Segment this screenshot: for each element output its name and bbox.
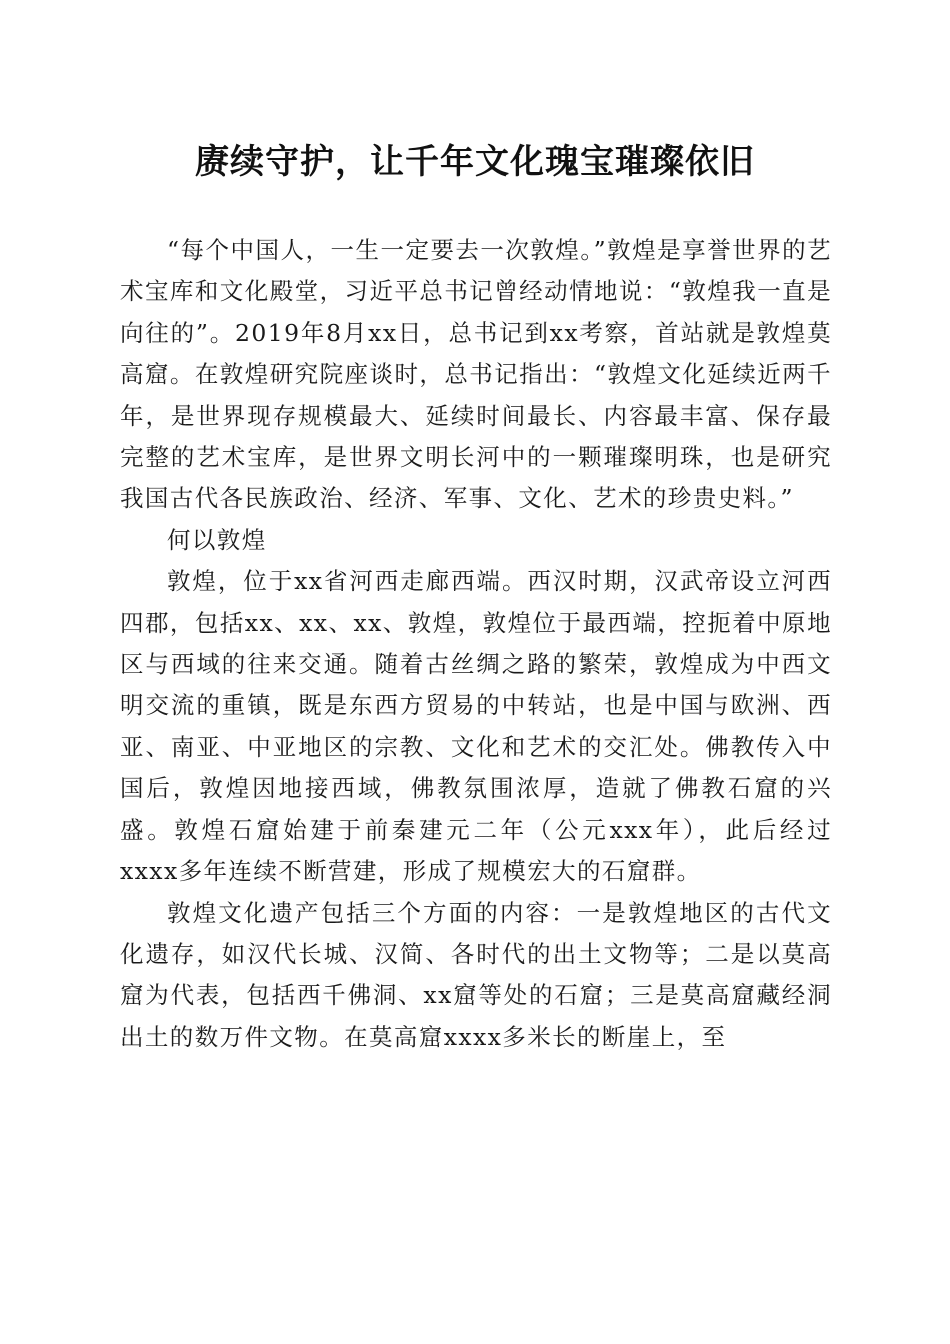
paragraph-intro-quote: “每个中国人，一生一定要去一次敦煌。”敦煌是享誉世界的艺术宝库和文化殿堂，习近平总书记曾经动情地说：“敦煌我一直是向往的”。2019年8月xx日，总书记到xx考察，首站就是敦煌莫高窟。在敦煌研究院座谈时，总书记指出：“敦煌文化延续近两千年，是世界现存规模最大、延续时间最长、内容最丰富、保存最完整的艺术宝库，是世界文明长河中的一颗璀璨明珠，也是研究我国古代各民族政治、经济、军事、文化、艺术的珍贵史料。”: [120, 236, 832, 513]
paragraph-cultural-heritage: 敦煌文化遗产包括三个方面的内容：一是敦煌地区的古代文化遗存，如汉代长城、汉简、各时代的出土文物等；二是以莫高窟为代表，包括西千佛洞、xx窟等处的石窟；三是莫高窟藏经洞出土的数万件文物。在莫高窟xxxx多米长的断崖上，至: [120, 898, 832, 1051]
document-title: 赓续守护，让千年文化瑰宝璀璨依旧: [195, 142, 755, 182]
section-heading-why-dunhuang: 何以敦煌: [167, 525, 267, 554]
paragraph-dunhuang-history: 敦煌，位于xx省河西走廊西端。西汉时期，汉武帝设立河西四郡，包括xx、xx、xx、敦煌，敦煌位于最西端，控扼着中原地区与西域的往来交通。随着古丝绸之路的繁荣，敦煌成为中西文明交流的重镇，既是东西方贸易的中转站，也是中国与欧洲、西亚、南亚、中亚地区的宗教、文化和艺术的交汇处。佛教传入中国后，敦煌因地接西域，佛教氛围浓厚，造就了佛教石窟的兴盛。敦煌石窟始建于前秦建元二年（公元xxx年），此后经过xxxx多年连续不断营建，形成了规模宏大的石窟群。: [120, 567, 832, 886]
document-body: [120, 230, 832, 1058]
